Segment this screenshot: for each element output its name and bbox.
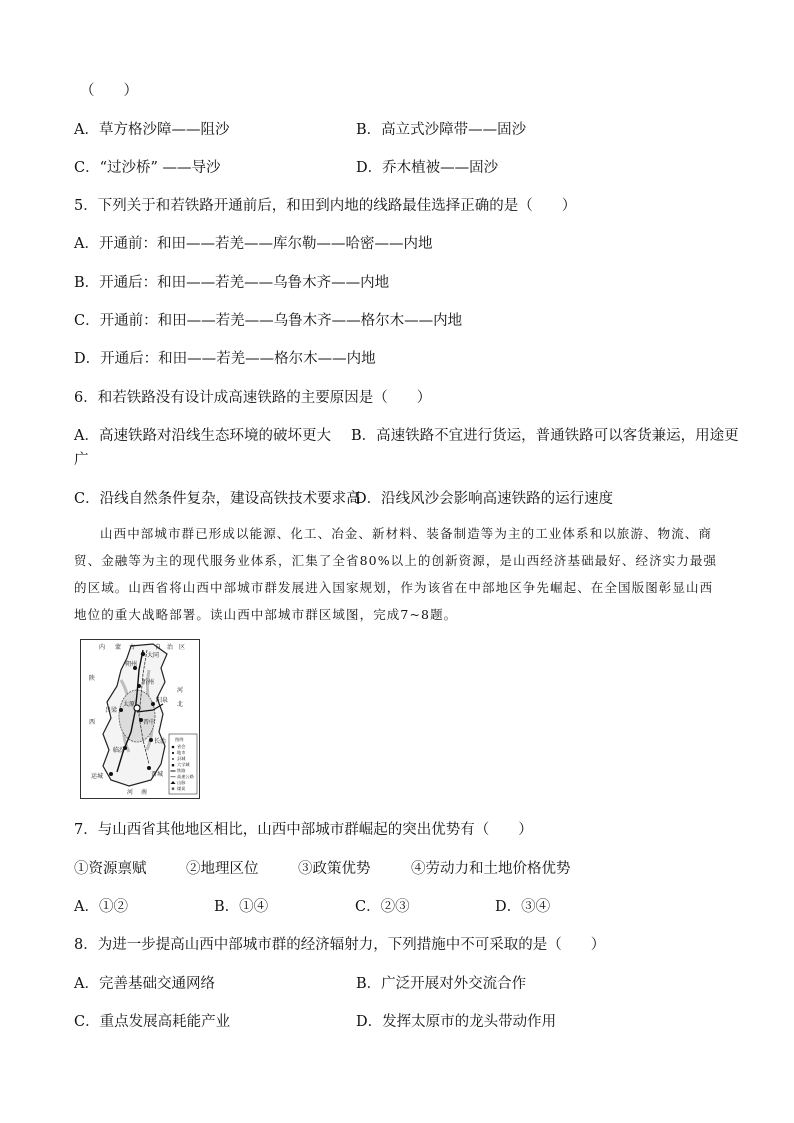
q5-option-a: A．开通前：和田——若羌——库尔勒——哈密——内地 bbox=[74, 236, 433, 252]
map-label: 河 bbox=[127, 789, 134, 796]
q4-option-a: A．草方格沙障——阻沙 bbox=[74, 122, 230, 138]
city-yangquan-dot bbox=[151, 702, 155, 706]
q5-option-b: B．开通后：和田——若羌——乌鲁木齐——内地 bbox=[74, 275, 390, 291]
q6-option-a: A．高速铁路对沿线生态环境的破坏更大 bbox=[74, 428, 331, 444]
legend-title: 图例 bbox=[175, 737, 184, 742]
map-label: 内 bbox=[99, 644, 106, 651]
legend-city-icon bbox=[172, 752, 174, 754]
q6-option-c: C．沿线自然条件复杂，建设高铁技术要求高 bbox=[74, 491, 361, 507]
q8-option-c: C．重点发展高耗能产业 bbox=[74, 1014, 231, 1030]
legend-railway-icon bbox=[171, 771, 176, 772]
map-label: 晋城 bbox=[151, 771, 164, 778]
map-label: 陕 bbox=[89, 675, 96, 682]
q7-stem: 7．与山西省其他地区相比，山西中部城市群崛起的突出优势有（ ） bbox=[74, 822, 533, 838]
legend-item: 铁路 bbox=[177, 768, 186, 773]
q4-option-b: B．高立式沙障带——固沙 bbox=[356, 122, 527, 138]
q7-option-d: D．③④ bbox=[495, 899, 551, 915]
q7-item-1: ①资源禀赋 bbox=[74, 861, 147, 877]
legend-item: 省会 bbox=[177, 744, 186, 749]
q7-item-3: ③政策优势 bbox=[298, 861, 371, 877]
map-label: 阳泉 bbox=[156, 697, 169, 704]
map-label: 忻州 bbox=[142, 679, 155, 686]
q8-option-d: D．发挥太原市的龙头带动作用 bbox=[356, 1014, 557, 1030]
map-label: 运城 bbox=[91, 773, 104, 780]
legend-county-icon bbox=[172, 758, 174, 760]
q6-option-d: D．沿线风沙会影响高速铁路的运行速度 bbox=[355, 491, 614, 507]
q7-option-b: B．①④ bbox=[214, 899, 269, 915]
q6-stem: 6．和若铁路没有设计成高速铁路的主要原因是（ ） bbox=[74, 390, 432, 406]
city-yuncheng-dot bbox=[109, 772, 113, 776]
q5-option-d: D．开通后：和田——若羌——格尔木——内地 bbox=[74, 351, 376, 367]
map-label: 大同 bbox=[147, 652, 160, 659]
legend-item: 山脉 bbox=[177, 780, 186, 785]
q7-option-a: A．①② bbox=[74, 899, 128, 915]
q5-stem: 5．下列关于和若铁路开通前后，和田到内地的线路最佳选择正确的是（ ） bbox=[74, 198, 577, 214]
legend-item: 高速公路 bbox=[177, 774, 194, 779]
legend-highway-icon bbox=[171, 777, 176, 778]
city-changzhi-dot bbox=[149, 738, 153, 742]
map-label: 自 bbox=[155, 644, 162, 651]
q4-answer-bracket: （ ） bbox=[80, 83, 138, 99]
reading-passage: 山西中部城市群已形成以能源、化工、冶金、新材料、装备制造等为主的工业体系和以旅游、物流、商贸、金融等为主的现代服务业体系，汇集了全省80%以上的创新资源，是山西经济基础最好、经济实力最强的区域。山西省将山西中部城市群发展进入国家规划，作为该省在中部地区争先崛起、在全国版图彰显山西地位的重大战略部署。读山西中部城市群区域图，完成7~8题。 bbox=[74, 526, 718, 622]
q8-stem: 8．为进一步提高山西中部城市群的经济辐射力，下列措施中不可采取的是（ ） bbox=[74, 937, 606, 953]
map-label: 长治 bbox=[154, 738, 167, 745]
q7-option-c: C．②③ bbox=[355, 899, 410, 915]
map-label: 太原 bbox=[123, 701, 136, 708]
shanxi-city-cluster-map bbox=[80, 639, 200, 799]
map-label: 蒙 bbox=[115, 644, 122, 651]
q5-option-c: C．开通前：和田——若羌——乌鲁木齐——格尔木——内地 bbox=[74, 313, 463, 329]
legend-item: 大学城 bbox=[177, 762, 190, 767]
legend-item: 县城 bbox=[177, 756, 186, 761]
map-label: 区 bbox=[179, 644, 186, 651]
city-datong-dot bbox=[141, 652, 145, 656]
q8-option-a: A．完善基础交通网络 bbox=[74, 976, 215, 992]
legend-item: 煤炭 bbox=[177, 786, 186, 791]
legend-coal-icon bbox=[172, 788, 174, 790]
map-label: 古 bbox=[129, 644, 136, 651]
map-label: 治 bbox=[167, 644, 174, 651]
q4-option-c: C．“过沙桥” ——导沙 bbox=[74, 160, 221, 176]
map-label: 南 bbox=[141, 789, 148, 796]
city-jincheng-dot bbox=[147, 766, 151, 770]
q7-item-4: ④劳动力和土地价格优势 bbox=[411, 861, 571, 877]
legend-item: 地市 bbox=[177, 750, 186, 755]
map-label: 西 bbox=[89, 719, 96, 726]
map-label: 晋中 bbox=[143, 719, 156, 726]
legend-capital-icon bbox=[172, 746, 175, 749]
map-label: 临汾 bbox=[113, 747, 126, 754]
q8-option-b: B．广泛开展对外交流合作 bbox=[356, 976, 527, 992]
map-label: 河 bbox=[177, 687, 184, 694]
city-lvliang-dot bbox=[119, 708, 123, 712]
map-label: 北 bbox=[177, 701, 184, 708]
city-xinzhou-dot bbox=[137, 684, 141, 688]
q6-option-b-continued: 广 bbox=[74, 452, 89, 468]
q6-option-b: B．高速铁路不宜进行货运，普通铁路可以客货兼运，用途更 bbox=[351, 428, 739, 444]
map-label: 吕梁 bbox=[105, 707, 118, 714]
map-label: 朔州 bbox=[125, 661, 138, 668]
legend-university-icon bbox=[172, 764, 174, 766]
q4-option-d: D．乔木植被——固沙 bbox=[356, 160, 499, 176]
map-graphic bbox=[81, 640, 199, 798]
q7-item-2: ②地理区位 bbox=[186, 861, 259, 877]
